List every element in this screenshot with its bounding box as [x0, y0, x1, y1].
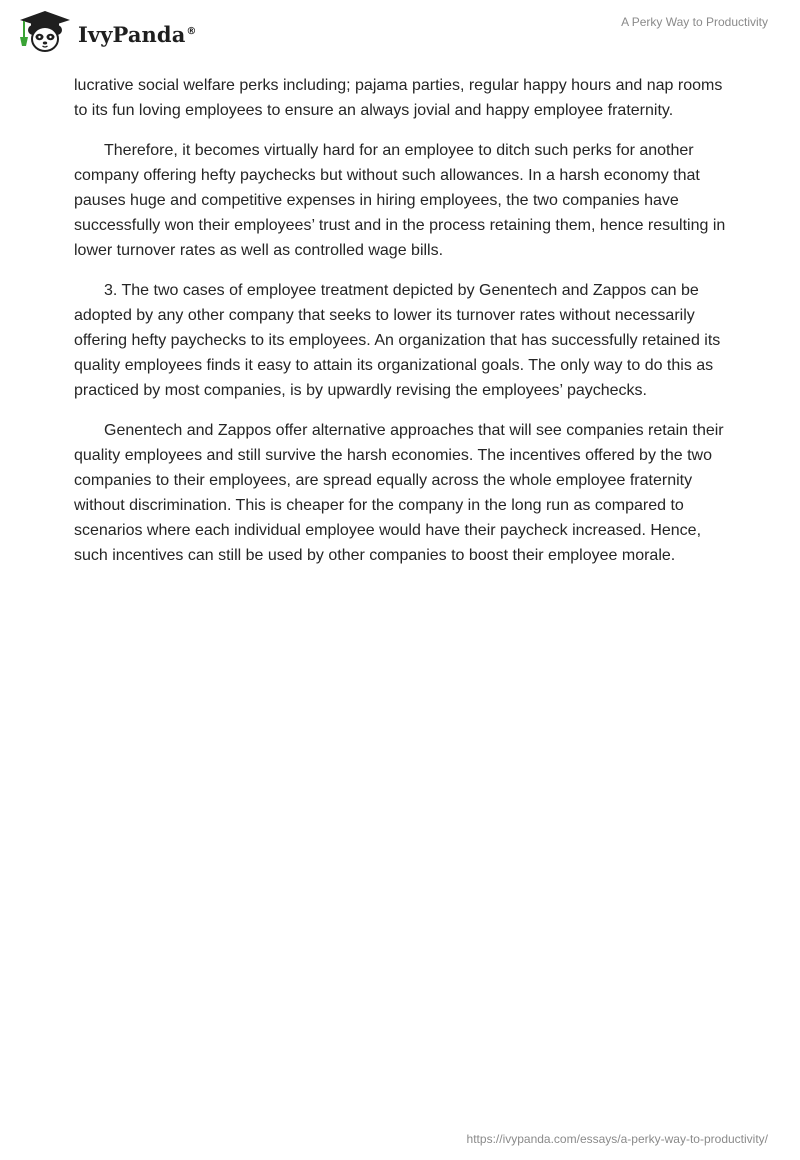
source-url-link[interactable]: https://ivypanda.com/essays/a-perky-way-to-productivity/ — [466, 1132, 768, 1146]
ivypanda-logo[interactable] — [14, 8, 197, 54]
paragraph: lucrative social welfare perks including; pajama parties, regular happy hours and nap rooms to its fun loving employees to ensure an always jovial and happy employee fraternity. — [74, 77, 723, 119]
document-title: A Perky Way to Productivity — [621, 15, 768, 29]
panda-graduation-cap-icon — [14, 8, 76, 54]
paragraph: Genentech and Zappos offer alternative approaches that will see companies retain their quality employees and still survive the harsh economies. The incentives offered by the two companies to their employees, are spread equally across the whole employee fraternity without discrimination. This is cheaper for the company in the long run as compared to scenarios where each individual employee would have their paycheck increased. Hence, such incentives can still be used by other companies to boost their employee morale. — [74, 422, 724, 564]
paragraph: 3. The two cases of employee treatment depicted by Genentech and Zappos can be adopted by any other company that seeks to lower its turnover rates without necessarily offering hefty paychecks to its employees. An organization that has successfully retained its quality employees finds it easy to attain its organizational goals. The only way to do this as practiced by most companies, is by upwardly revising the employees’ paychecks. — [74, 282, 721, 399]
essay-body — [74, 73, 728, 583]
brand-label: IvyPanda — [78, 21, 186, 47]
page-header — [0, 0, 800, 66]
paragraph: Therefore, it becomes virtually hard for an employee to ditch such perks for another company offering hefty paychecks but without such allowances. In a harsh economy that pauses huge and competitive expenses in hiring employees, the two companies have successfully won their employees’ trust and in the process retaining them, hence resulting in lower turnover rates as well as controlled wage bills. — [74, 142, 726, 259]
registered-mark: ® — [186, 25, 197, 37]
brand-name — [78, 22, 197, 47]
